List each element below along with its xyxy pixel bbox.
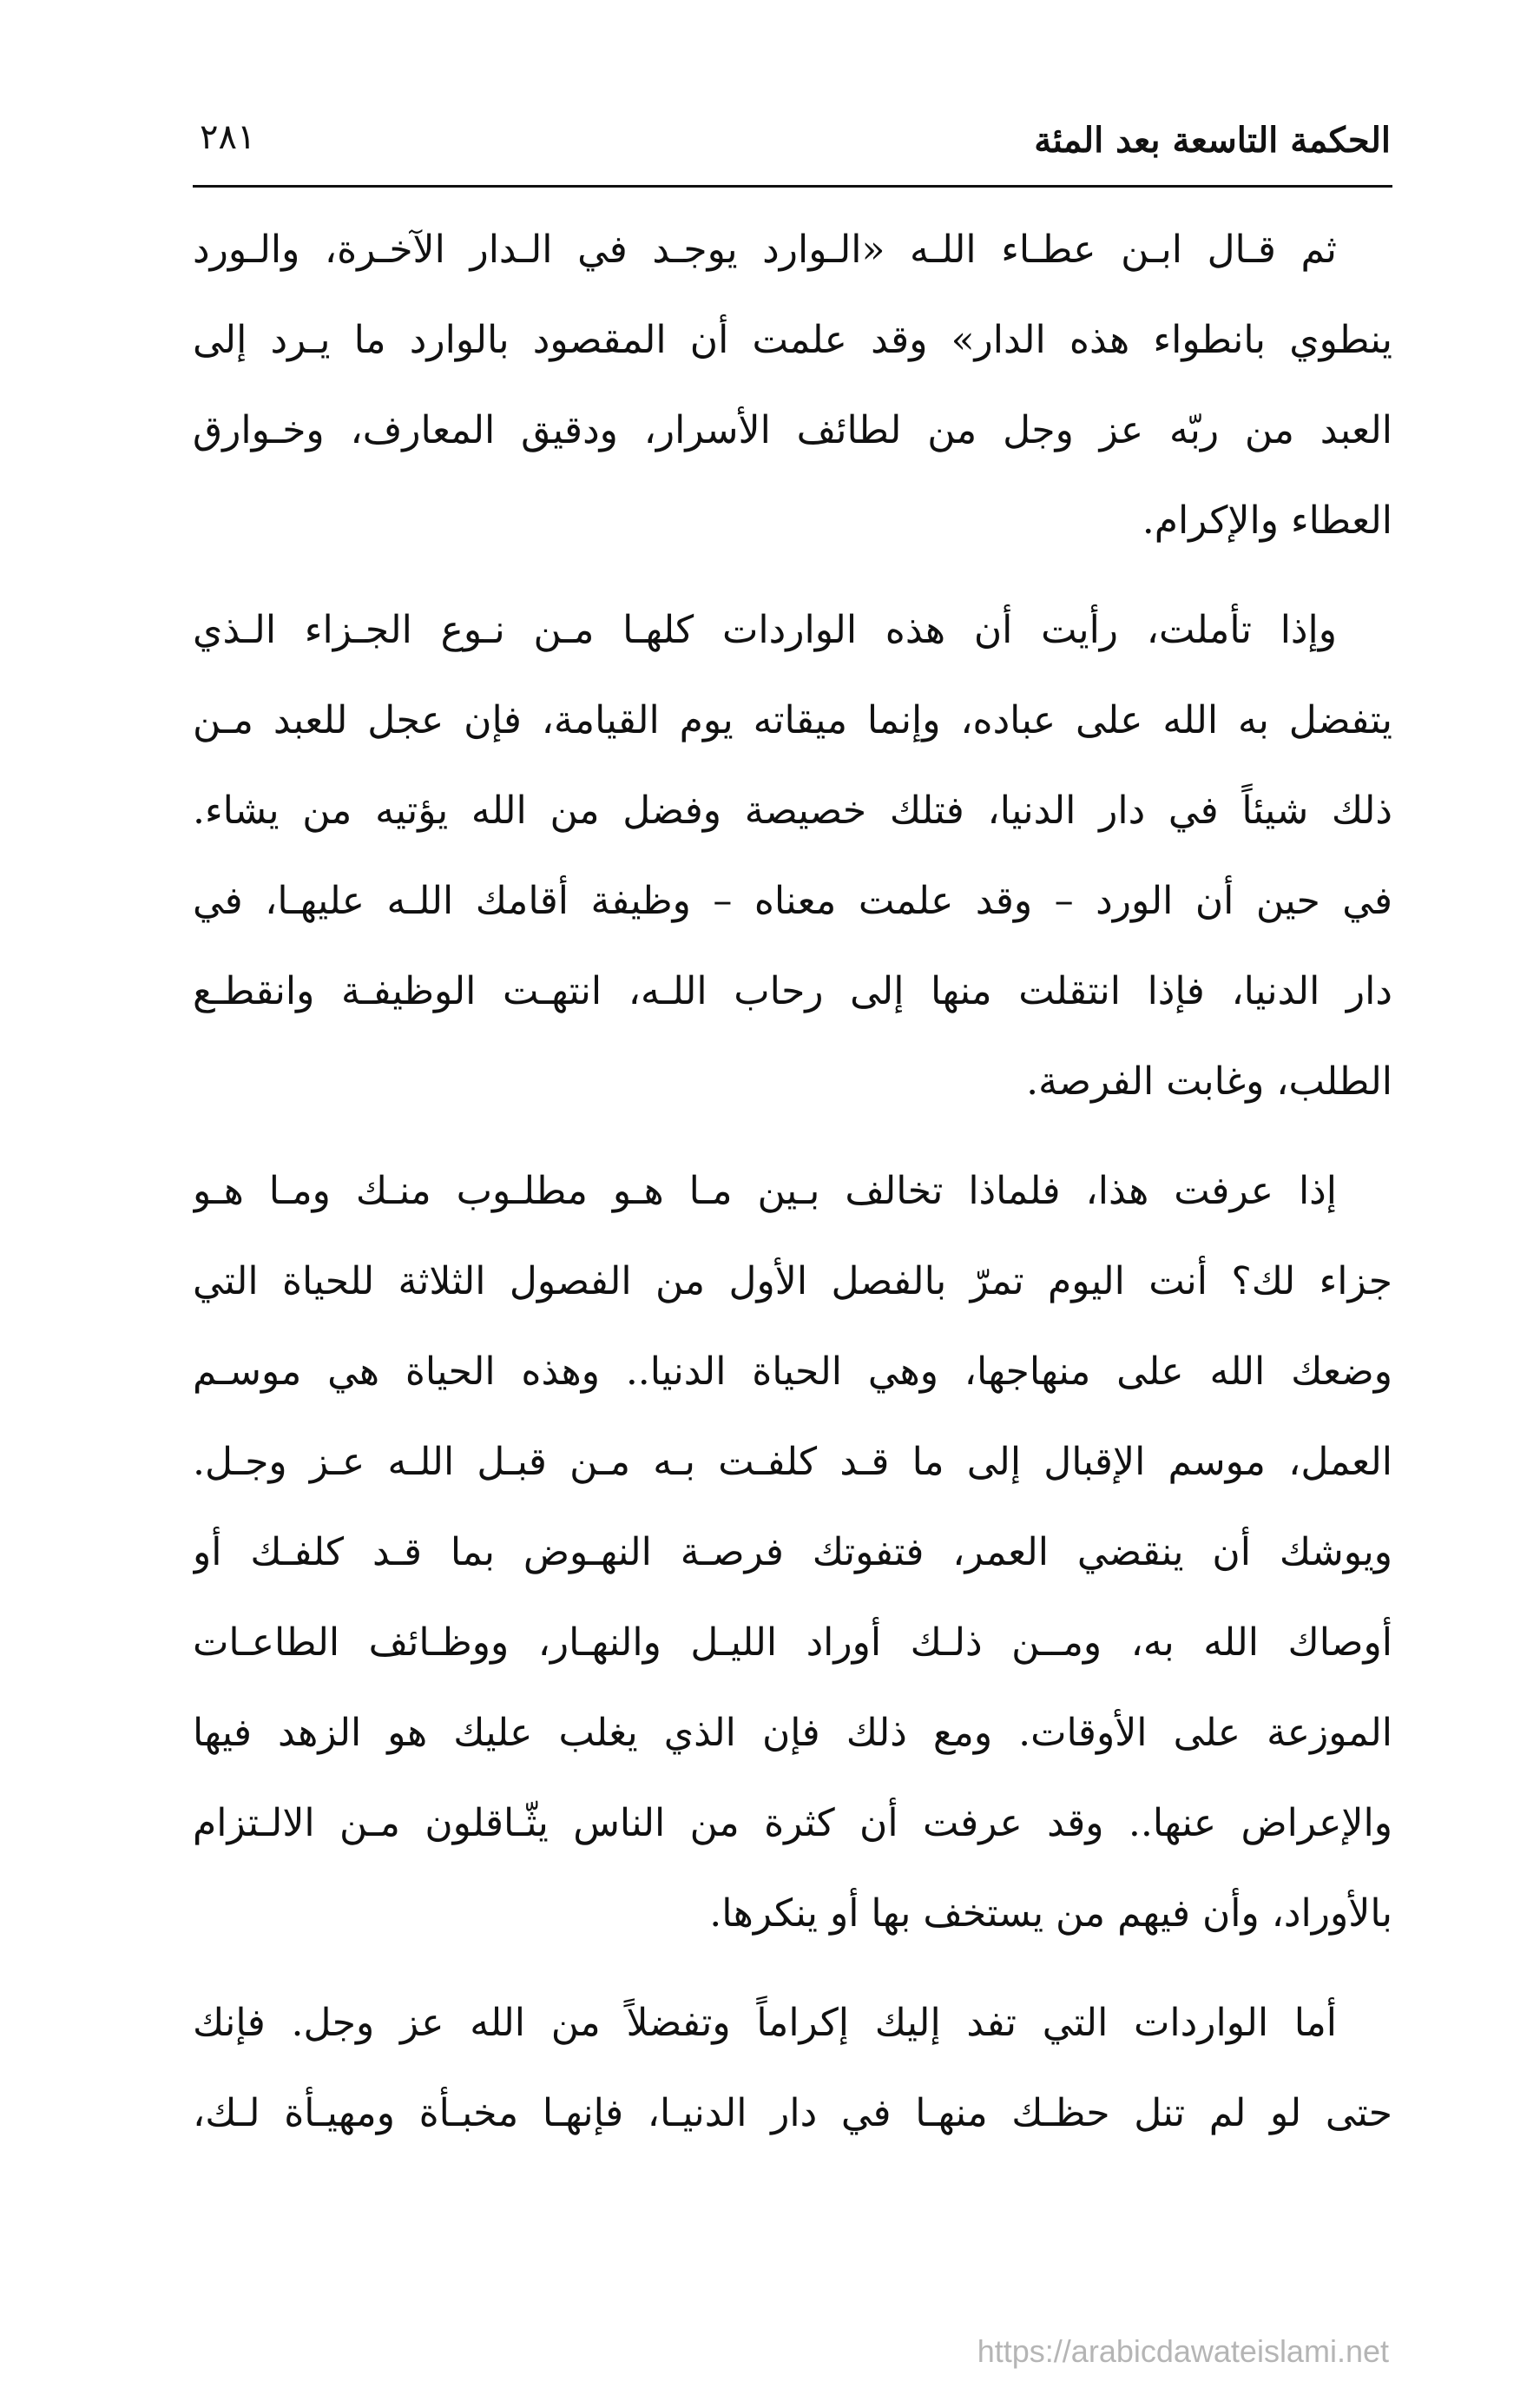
text-line: دار الدنيا، فإذا انتقلت منها إلى رحاب اللـه، انتهـت الوظيفـة وانقطـع	[193, 969, 1392, 1013]
paragraph-3	[193, 1146, 1392, 1959]
chapter-title: الحكمة التاسعة بعد المئة	[1034, 120, 1391, 161]
paragraph-2	[193, 585, 1392, 1127]
text-line: الطلب، وغابت الفرصة.	[1026, 1059, 1392, 1104]
running-header	[193, 102, 1391, 181]
text-line: ذلك شيئاً في دار الدنيا، فتلك خصيصة وفضل من الله يؤتيه من يشاء.	[193, 788, 1392, 833]
text-line: يتفضل به الله على عباده، وإنما ميقاته يوم القيامة، فإن عجل للعبد مـن	[193, 698, 1392, 742]
text-line: العبد من ربّه عز وجل من لطائف الأسرار، ودقيق المعارف، وخـوارق	[193, 408, 1392, 452]
text-line: وضعك الله على منهاجها، وهي الحياة الدنيا.. وهذه الحياة هي موسـم	[193, 1349, 1392, 1394]
text-line: حتى لو لم تنل حظـك منهـا في دار الدنيـا، فإنهـا مخبـأة ومهيـأة لـك،	[193, 2091, 1392, 2135]
text-line: ويوشك أن ينقضي العمر، فتفوتك فرصـة النهـوض بما قـد كلفـك أو	[193, 1530, 1392, 1574]
body-text	[193, 205, 1392, 2178]
paragraph-1	[193, 205, 1392, 566]
text-line: الموزعة على الأوقات. ومع ذلك فإن الذي يغلب عليك هو الزهد فيها	[193, 1711, 1392, 1755]
page-number: ٢٨١	[200, 117, 256, 157]
header-divider	[193, 185, 1392, 188]
text-line: بالأوراد، وأن فيهم من يستخف بها أو ينكرها.	[709, 1891, 1392, 1936]
text-line: جزاء لك؟ أنت اليوم تمرّ بالفصل الأول من الفصول الثلاثة للحياة التي	[193, 1259, 1392, 1303]
text-line: وإذا تأملت، رأيت أن هذه الواردات كلهـا مـن نـوع الجـزاء الـذي	[193, 608, 1337, 652]
text-line: العمل، موسم الإقبال إلى ما قـد كلفـت بـه مـن قبـل اللـه عـز وجـل.	[193, 1440, 1392, 1484]
text-line: ثم قـال ابـن عطـاء اللـه «الـوارد يوجـد في الـدار الآخـرة، والـورد	[193, 228, 1337, 272]
text-line: أوصاك الله به، ومــن ذلـك أوراد الليـل والنهـار، ووظـائف الطاعـات	[193, 1620, 1392, 1665]
text-line: ينطوي بانطواء هذه الدار» وقد علمت أن المقصود بالوارد ما يـرد إلى	[193, 318, 1392, 362]
text-line: والإعراض عنها.. وقد عرفت أن كثرة من الناس يثّـاقلون مـن الالـتزام	[193, 1801, 1392, 1845]
watermark-url: https://arabicdawateislami.net	[977, 2333, 1389, 2369]
paragraph-4	[193, 1978, 1392, 2159]
text-line: العطاء والإكرام.	[1142, 498, 1392, 543]
text-line: إذا عرفت هذا، فلماذا تخالف بـين مـا هـو مطلـوب منـك ومـا هـو	[193, 1169, 1337, 1213]
text-line: أما الواردات التي تفد إليك إكراماً وتفضلاً من الله عز وجل. فإنك	[193, 2001, 1337, 2045]
text-line: في حين أن الورد – وقد علمت معناه – وظيفة أقامك اللـه عليهـا، في	[193, 879, 1392, 923]
